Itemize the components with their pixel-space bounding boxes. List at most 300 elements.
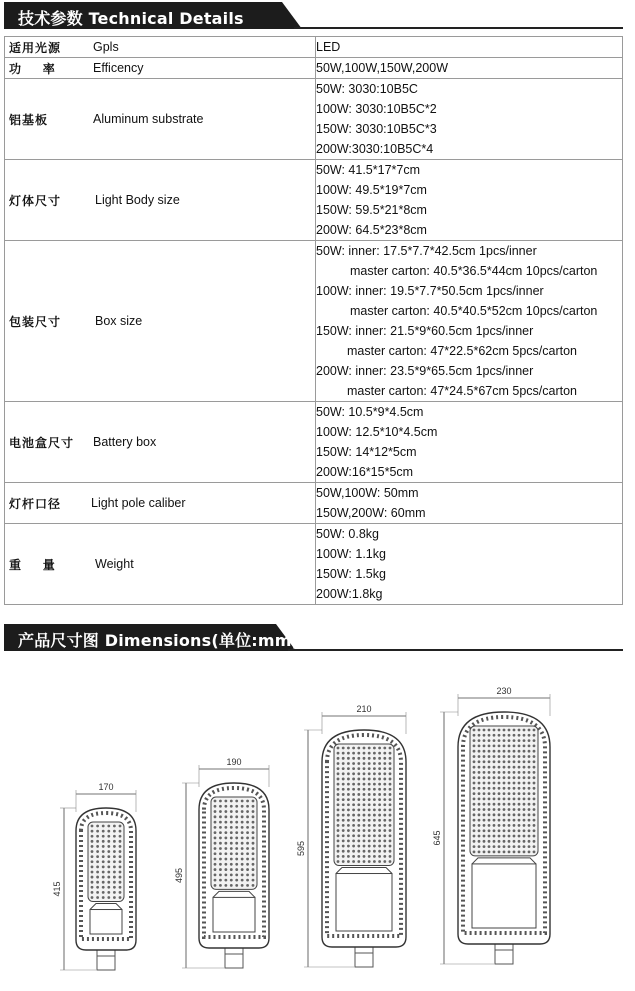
- led-dot: [518, 808, 521, 811]
- led-dot: [513, 750, 516, 753]
- led-dot: [503, 734, 506, 737]
- led-dot: [363, 767, 366, 770]
- led-dot: [119, 871, 122, 874]
- led-dot: [91, 860, 94, 863]
- led-dot: [357, 850, 360, 853]
- led-dot: [483, 792, 486, 795]
- led-dot: [378, 767, 381, 770]
- led-dot: [493, 819, 496, 822]
- led-dot: [533, 813, 536, 816]
- led-dot: [523, 745, 526, 748]
- led-dot: [224, 831, 227, 834]
- led-dot: [488, 803, 491, 806]
- led-dot: [518, 835, 521, 838]
- led-dot: [337, 834, 340, 837]
- dimension-drawings: [0, 655, 635, 991]
- led-dot: [91, 871, 94, 874]
- led-dot: [503, 760, 506, 763]
- led-dot: [493, 760, 496, 763]
- led-dot: [378, 814, 381, 817]
- led-dot: [473, 766, 476, 769]
- led-dot: [523, 803, 526, 806]
- led-dot: [528, 776, 531, 779]
- led-dot: [357, 803, 360, 806]
- led-dot: [230, 863, 233, 866]
- led-dot: [219, 826, 222, 829]
- led-dot: [493, 840, 496, 843]
- led-dot: [473, 750, 476, 753]
- led-dot: [347, 824, 350, 827]
- led-dot: [219, 842, 222, 845]
- led-dot: [533, 734, 536, 737]
- led-dot: [357, 747, 360, 750]
- height-label: 595: [296, 840, 306, 857]
- led-dot: [363, 829, 366, 832]
- led-dot: [528, 792, 531, 795]
- led-dot: [493, 782, 496, 785]
- led-dot: [373, 798, 376, 801]
- led-dot: [503, 792, 506, 795]
- led-dot: [533, 840, 536, 843]
- led-dot: [508, 851, 511, 854]
- led-dot: [383, 839, 386, 842]
- spec-label-cell: [5, 37, 316, 58]
- led-dot: [478, 755, 481, 758]
- led-dot: [523, 782, 526, 785]
- led-dot: [498, 745, 501, 748]
- led-dot: [337, 829, 340, 832]
- spec-row: [5, 58, 623, 79]
- led-dot: [488, 745, 491, 748]
- led-dot: [342, 757, 345, 760]
- led-dot: [214, 847, 217, 850]
- spec-label: [5, 313, 315, 330]
- led-dot: [252, 879, 255, 882]
- led-dot: [96, 860, 99, 863]
- led-dot: [528, 750, 531, 753]
- led-dot: [389, 783, 392, 786]
- led-dot: [473, 760, 476, 763]
- led-dot: [219, 805, 222, 808]
- led-dot: [493, 813, 496, 816]
- led-dot: [378, 757, 381, 760]
- led-dot: [483, 787, 486, 790]
- led-dot: [383, 850, 386, 853]
- led-dot: [337, 752, 340, 755]
- led-dot: [513, 851, 516, 854]
- led-dot: [493, 734, 496, 737]
- led-dot: [342, 829, 345, 832]
- led-dot: [483, 729, 486, 732]
- led-dot: [357, 762, 360, 765]
- led-dot: [518, 798, 521, 801]
- spec-value: 50W: 10.5*9*4.5cm: [316, 405, 424, 419]
- led-dot: [383, 855, 386, 858]
- led-dot: [473, 808, 476, 811]
- spec-value-cell: [316, 37, 623, 58]
- led-dot: [389, 824, 392, 827]
- led-dot: [241, 879, 244, 882]
- led-dot: [498, 755, 501, 758]
- led-dot: [483, 845, 486, 848]
- width-label: 190: [226, 757, 242, 767]
- spec-value: master carton: 47*24.5*67cm 5pcs/carton: [347, 384, 577, 398]
- led-dot: [533, 750, 536, 753]
- led-dot: [113, 860, 116, 863]
- led-dot: [513, 829, 516, 832]
- led-dot: [523, 787, 526, 790]
- led-dot: [513, 787, 516, 790]
- led-dot: [533, 835, 536, 838]
- led-dot: [508, 845, 511, 848]
- led-dot: [478, 734, 481, 737]
- led-dot: [528, 739, 531, 742]
- led-dot: [518, 739, 521, 742]
- led-dot: [523, 829, 526, 832]
- led-dot: [503, 750, 506, 753]
- led-dot: [478, 760, 481, 763]
- led-dot: [483, 829, 486, 832]
- led-dot: [493, 845, 496, 848]
- led-dot: [219, 847, 222, 850]
- led-dot: [107, 871, 110, 874]
- led-dot: [352, 834, 355, 837]
- led-dot: [342, 793, 345, 796]
- led-dot: [378, 850, 381, 853]
- led-dot: [363, 839, 366, 842]
- led-dot: [219, 879, 222, 882]
- height-label: 415: [52, 881, 62, 897]
- led-dot: [337, 762, 340, 765]
- spec-value: master carton: 47*22.5*62cm 5pcs/carton: [347, 344, 577, 358]
- led-dot: [352, 839, 355, 842]
- led-dot: [373, 809, 376, 812]
- led-dot: [528, 745, 531, 748]
- led-dot: [518, 755, 521, 758]
- led-dot: [252, 868, 255, 871]
- led-dot: [389, 772, 392, 775]
- led-dot: [493, 771, 496, 774]
- led-dot: [478, 750, 481, 753]
- led-dot: [246, 858, 249, 861]
- led-dot: [513, 760, 516, 763]
- led-dot: [498, 845, 501, 848]
- led-dot: [503, 824, 506, 827]
- led-dot: [241, 831, 244, 834]
- led-dot: [368, 845, 371, 848]
- led-dot: [352, 860, 355, 863]
- led-dot: [389, 834, 392, 837]
- led-dot: [523, 766, 526, 769]
- led-dot: [363, 834, 366, 837]
- led-dot: [352, 772, 355, 775]
- led-dot: [523, 808, 526, 811]
- led-dot: [368, 793, 371, 796]
- led-dot: [235, 815, 238, 818]
- led-dot: [378, 783, 381, 786]
- led-dot: [478, 782, 481, 785]
- spec-label-cell: [5, 402, 316, 483]
- led-dot: [363, 752, 366, 755]
- led-dot: [352, 798, 355, 801]
- led-dot: [252, 873, 255, 876]
- led-dot: [528, 813, 531, 816]
- led-dot: [337, 814, 340, 817]
- led-dot: [373, 834, 376, 837]
- led-dot: [230, 847, 233, 850]
- led-dot: [389, 762, 392, 765]
- led-dot: [498, 771, 501, 774]
- led-dot: [478, 771, 481, 774]
- led-dot: [91, 845, 94, 848]
- led-dot: [478, 829, 481, 832]
- led-dot: [373, 845, 376, 848]
- led-dot: [508, 803, 511, 806]
- led-dot: [235, 800, 238, 803]
- led-dot: [347, 834, 350, 837]
- led-dot: [107, 835, 110, 838]
- led-dot: [241, 810, 244, 813]
- spec-value: 50W: 41.5*17*7cm: [316, 163, 420, 177]
- led-dot: [498, 813, 501, 816]
- led-dot: [337, 793, 340, 796]
- led-dot: [488, 755, 491, 758]
- led-dot: [230, 873, 233, 876]
- led-dot: [352, 850, 355, 853]
- led-dot: [389, 850, 392, 853]
- led-dot: [342, 839, 345, 842]
- led-dot: [528, 835, 531, 838]
- led-dot: [113, 855, 116, 858]
- led-dot: [219, 873, 222, 876]
- led-dot: [383, 783, 386, 786]
- led-dot: [368, 855, 371, 858]
- led-dot: [523, 776, 526, 779]
- led-dot: [102, 896, 105, 899]
- led-dot: [230, 805, 233, 808]
- led-dot: [478, 729, 481, 732]
- led-dot: [246, 863, 249, 866]
- led-dot: [357, 772, 360, 775]
- led-dot: [498, 787, 501, 790]
- led-dot: [252, 842, 255, 845]
- led-dot: [119, 876, 122, 879]
- led-dot: [363, 747, 366, 750]
- led-dot: [363, 860, 366, 863]
- led-dot: [246, 826, 249, 829]
- spec-value: 50W: inner: 17.5*7.7*42.5cm 1pcs/inner: [316, 244, 537, 258]
- spec-value: 150W: 1.5kg: [316, 567, 386, 581]
- led-dot: [503, 808, 506, 811]
- spec-label-en: Box size: [95, 314, 143, 328]
- led-dot: [252, 863, 255, 866]
- led-dot: [347, 829, 350, 832]
- led-dot: [342, 809, 345, 812]
- led-dot: [347, 798, 350, 801]
- led-dot: [214, 826, 217, 829]
- led-dot: [528, 782, 531, 785]
- led-dot: [246, 879, 249, 882]
- led-dot: [352, 793, 355, 796]
- led-dot: [246, 805, 249, 808]
- led-dot: [488, 813, 491, 816]
- led-dot: [383, 819, 386, 822]
- led-dot: [378, 839, 381, 842]
- led-dot: [493, 829, 496, 832]
- led-dot: [352, 762, 355, 765]
- led-dot: [235, 810, 238, 813]
- led-dot: [483, 840, 486, 843]
- spec-value: 100W: inner: 19.5*7.7*50.5cm 1pcs/inner: [316, 284, 544, 298]
- led-panel: [211, 797, 257, 889]
- led-dot: [483, 734, 486, 737]
- led-dot: [378, 809, 381, 812]
- led-dot: [113, 886, 116, 889]
- led-dot: [107, 825, 110, 828]
- led-dot: [508, 787, 511, 790]
- led-dot: [528, 798, 531, 801]
- led-dot: [508, 808, 511, 811]
- led-dot: [368, 819, 371, 822]
- led-dot: [483, 824, 486, 827]
- led-dot: [246, 868, 249, 871]
- led-dot: [503, 803, 506, 806]
- led-dot: [528, 729, 531, 732]
- spec-row: [5, 241, 623, 402]
- led-dot: [488, 750, 491, 753]
- led-dot: [368, 829, 371, 832]
- led-dot: [518, 819, 521, 822]
- led-dot: [337, 798, 340, 801]
- tech-details-banner: [4, 2, 623, 30]
- led-dot: [373, 783, 376, 786]
- led-dot: [483, 771, 486, 774]
- driver-cover: [90, 910, 122, 934]
- led-dot: [246, 852, 249, 855]
- led-dot: [473, 819, 476, 822]
- led-dot: [383, 793, 386, 796]
- led-dot: [337, 839, 340, 842]
- led-dot: [102, 840, 105, 843]
- led-dot: [383, 845, 386, 848]
- led-dot: [528, 755, 531, 758]
- led-dot: [503, 787, 506, 790]
- spec-value: 200W:3030:10B5C*4: [316, 142, 434, 156]
- led-dot: [518, 776, 521, 779]
- led-dot: [219, 884, 222, 887]
- led-dot: [113, 830, 116, 833]
- led-dot: [219, 815, 222, 818]
- led-dot: [383, 767, 386, 770]
- led-dot: [113, 825, 116, 828]
- led-dot: [214, 805, 217, 808]
- spec-value: 150W: 3030:10B5C*3: [316, 122, 437, 136]
- led-dot: [91, 850, 94, 853]
- led-dot: [478, 803, 481, 806]
- led-dot: [363, 814, 366, 817]
- led-dot: [230, 884, 233, 887]
- spec-value: LED: [316, 40, 341, 54]
- led-dot: [363, 824, 366, 827]
- led-dot: [503, 798, 506, 801]
- led-dot: [352, 778, 355, 781]
- led-dot: [241, 815, 244, 818]
- spec-value: 50W: 0.8kg: [316, 527, 380, 541]
- led-dot: [235, 852, 238, 855]
- led-dot: [352, 752, 355, 755]
- led-dot: [119, 835, 122, 838]
- led-dot: [357, 860, 360, 863]
- led-dot: [478, 851, 481, 854]
- led-dot: [252, 821, 255, 824]
- led-dot: [357, 767, 360, 770]
- led-dot: [373, 860, 376, 863]
- led-dot: [342, 845, 345, 848]
- led-dot: [533, 739, 536, 742]
- led-dot: [214, 837, 217, 840]
- spec-label-en: Gpls: [93, 40, 119, 54]
- led-dot: [488, 787, 491, 790]
- led-dot: [493, 824, 496, 827]
- led-dot: [347, 772, 350, 775]
- led-dot: [493, 787, 496, 790]
- led-dot: [241, 863, 244, 866]
- spec-value: 150W: 14*12*5cm: [316, 445, 417, 459]
- led-dot: [493, 750, 496, 753]
- led-dot: [523, 835, 526, 838]
- led-dot: [503, 771, 506, 774]
- led-dot: [483, 766, 486, 769]
- led-dot: [337, 803, 340, 806]
- led-dot: [533, 824, 536, 827]
- led-dot: [347, 783, 350, 786]
- led-dot: [230, 858, 233, 861]
- led-dot: [368, 762, 371, 765]
- led-dot: [503, 840, 506, 843]
- led-dot: [357, 793, 360, 796]
- led-dot: [347, 814, 350, 817]
- led-dot: [214, 873, 217, 876]
- led-dot: [363, 845, 366, 848]
- led-dot: [478, 845, 481, 848]
- led-dot: [498, 739, 501, 742]
- led-dot: [389, 829, 392, 832]
- led-dot: [389, 798, 392, 801]
- led-dot: [246, 837, 249, 840]
- led-dot: [235, 842, 238, 845]
- led-dot: [224, 810, 227, 813]
- width-label: 210: [356, 704, 372, 714]
- spec-label-en: Weight: [95, 557, 134, 571]
- led-dot: [119, 860, 122, 863]
- led-dot: [389, 793, 392, 796]
- led-dot: [508, 750, 511, 753]
- led-dot: [252, 858, 255, 861]
- tech-details-title: 技术参数 Technical Details: [18, 9, 244, 28]
- led-dot: [368, 824, 371, 827]
- led-dot: [478, 813, 481, 816]
- led-dot: [230, 852, 233, 855]
- led-dot: [214, 868, 217, 871]
- led-dot: [493, 755, 496, 758]
- lamp-drawing: [432, 686, 550, 964]
- led-dot: [102, 871, 105, 874]
- spec-label-cn: 铝基板: [9, 112, 49, 127]
- led-dot: [219, 837, 222, 840]
- spec-label-cn: 适用光源: [9, 40, 62, 55]
- led-dot: [523, 851, 526, 854]
- led-dot: [508, 792, 511, 795]
